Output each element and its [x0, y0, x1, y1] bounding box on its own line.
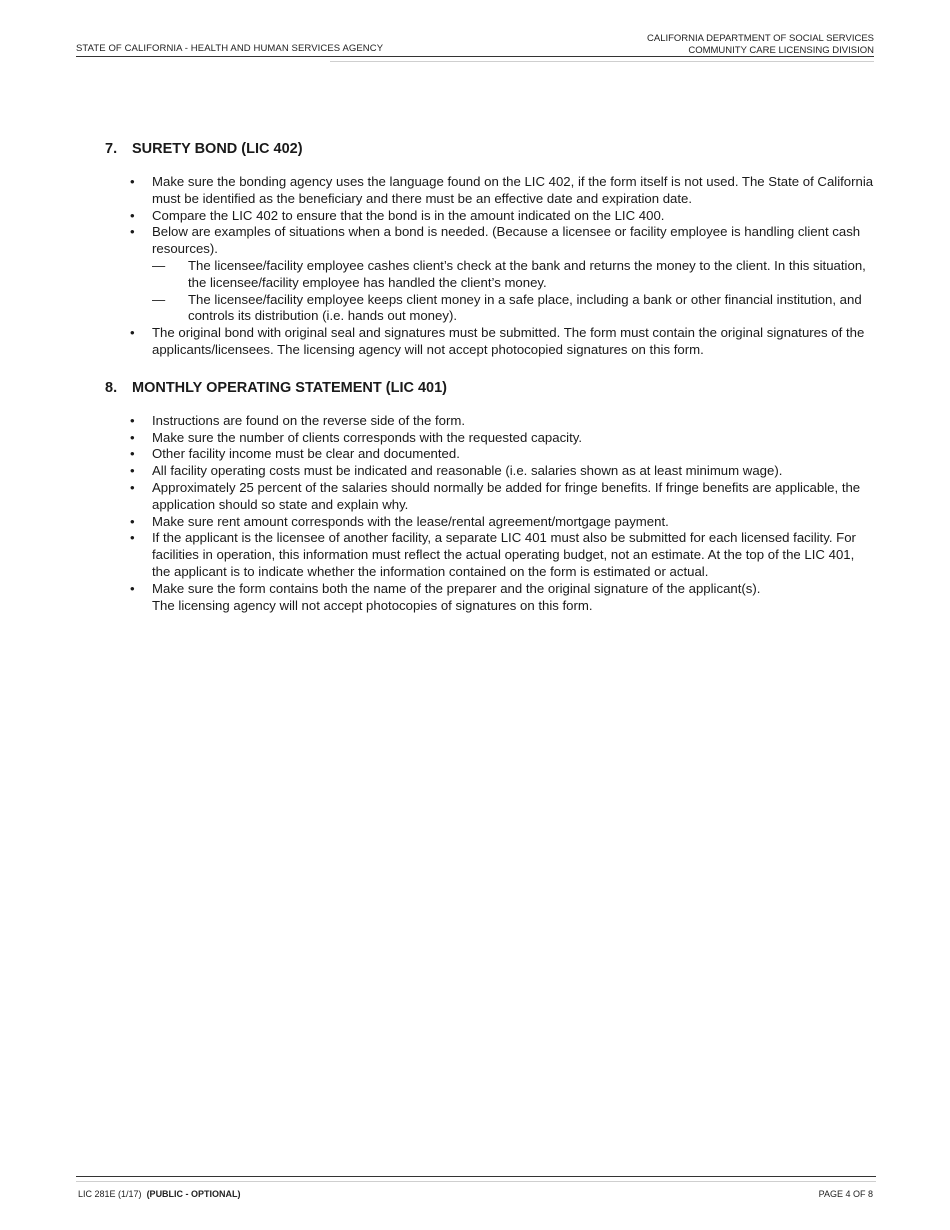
page-content — [105, 140, 875, 634]
section-heading — [105, 140, 875, 158]
list-item-text: Below are examples of situations when a bond is needed. (Because a licensee or facility employee is handling client cash resources). — [152, 224, 861, 257]
section-title: MONTHLY OPERATING STATEMENT (LIC 401) — [132, 379, 447, 396]
list-item: • Make sure the bonding agency uses the language found on the LIC 402, if the form itself is not used. The State of California must be identified as the beneficiary and there must be an effective date and expiration date. — [105, 174, 875, 208]
dash-item: — The licensee/facility employee cashes client’s check at the bank and returns the money to the client. In this situation, the licensee/facility employee has handled the client’s money. — [152, 258, 875, 292]
list-item: • Other facility income must be clear and documented. — [105, 446, 875, 463]
section-monthly-operating-statement — [105, 379, 875, 615]
section-title: SURETY BOND (LIC 402) — [132, 141, 303, 157]
list-item: • All facility operating costs must be indicated and reasonable (i.e. salaries shown as at least minimum wage). — [105, 463, 875, 480]
footer-page-number: PAGE 4 OF 8 — [818, 1189, 873, 1199]
list-item: • Make sure the number of clients corresponds with the requested capacity. — [105, 430, 875, 447]
header-agency: STATE OF CALIFORNIA - HEALTH AND HUMAN SERVICES AGENCY — [76, 43, 384, 54]
dash-item: — The licensee/facility employee keeps client money in a safe place, including a bank or other financial institution, and controls its distribution (i.e. hands out money). — [152, 292, 875, 326]
bullet-list — [105, 174, 875, 359]
list-item-text: Make sure the form contains both the name of the preparer and the original signature of the applicant(s). — [152, 580, 761, 596]
list-item: • If the applicant is the licensee of another facility, a separate LIC 401 must also be submitted for each licensed facility. For facilities in operation, this information must reflect the actual operating budget, not an estimate. At the top of the LIC 401, the applicant is to indicate whether the information contained on the form is estimated or actual. — [105, 530, 875, 580]
section-number: 7. — [105, 141, 118, 157]
section-surety-bond — [105, 140, 875, 359]
footer-visibility: (PUBLIC - OPTIONAL) — [146, 1189, 241, 1199]
list-item — [105, 224, 875, 325]
section-heading — [105, 379, 875, 397]
list-item: • Make sure rent amount corresponds with the lease/rental agreement/mortgage payment. — [105, 514, 875, 531]
header-divider-light — [330, 61, 874, 62]
bullet-list — [105, 413, 875, 615]
footer-divider — [76, 1176, 876, 1177]
footer-form-info — [78, 1189, 241, 1199]
closing-line: The licensing agency will not accept photocopies of signatures on this form. — [152, 597, 593, 613]
list-item: • Compare the LIC 402 to ensure that the bond is in the amount indicated on the LIC 400. — [105, 208, 875, 225]
section-number: 8. — [105, 379, 118, 396]
header-division: COMMUNITY CARE LICENSING DIVISION — [688, 45, 874, 56]
footer-divider-light — [76, 1181, 876, 1182]
list-item — [105, 581, 875, 615]
dash-list — [152, 258, 875, 325]
header-department-block — [647, 33, 874, 57]
footer-form-id: LIC 281E (1/17) — [78, 1189, 142, 1199]
list-item: • The original bond with original seal and signatures must be submitted. The form must contain the original signatures of the applicants/licensees. The licensing agency will not accept photocopied signatures on this form. — [105, 325, 875, 359]
list-item: • Approximately 25 percent of the salaries should normally be added for fringe benefits. If fringe benefits are applicable, the application should so state and explain why. — [105, 480, 875, 514]
list-item: • Instructions are found on the reverse side of the form. — [105, 413, 875, 430]
header-divider — [76, 56, 874, 57]
header-department: CALIFORNIA DEPARTMENT OF SOCIAL SERVICES — [647, 33, 874, 44]
